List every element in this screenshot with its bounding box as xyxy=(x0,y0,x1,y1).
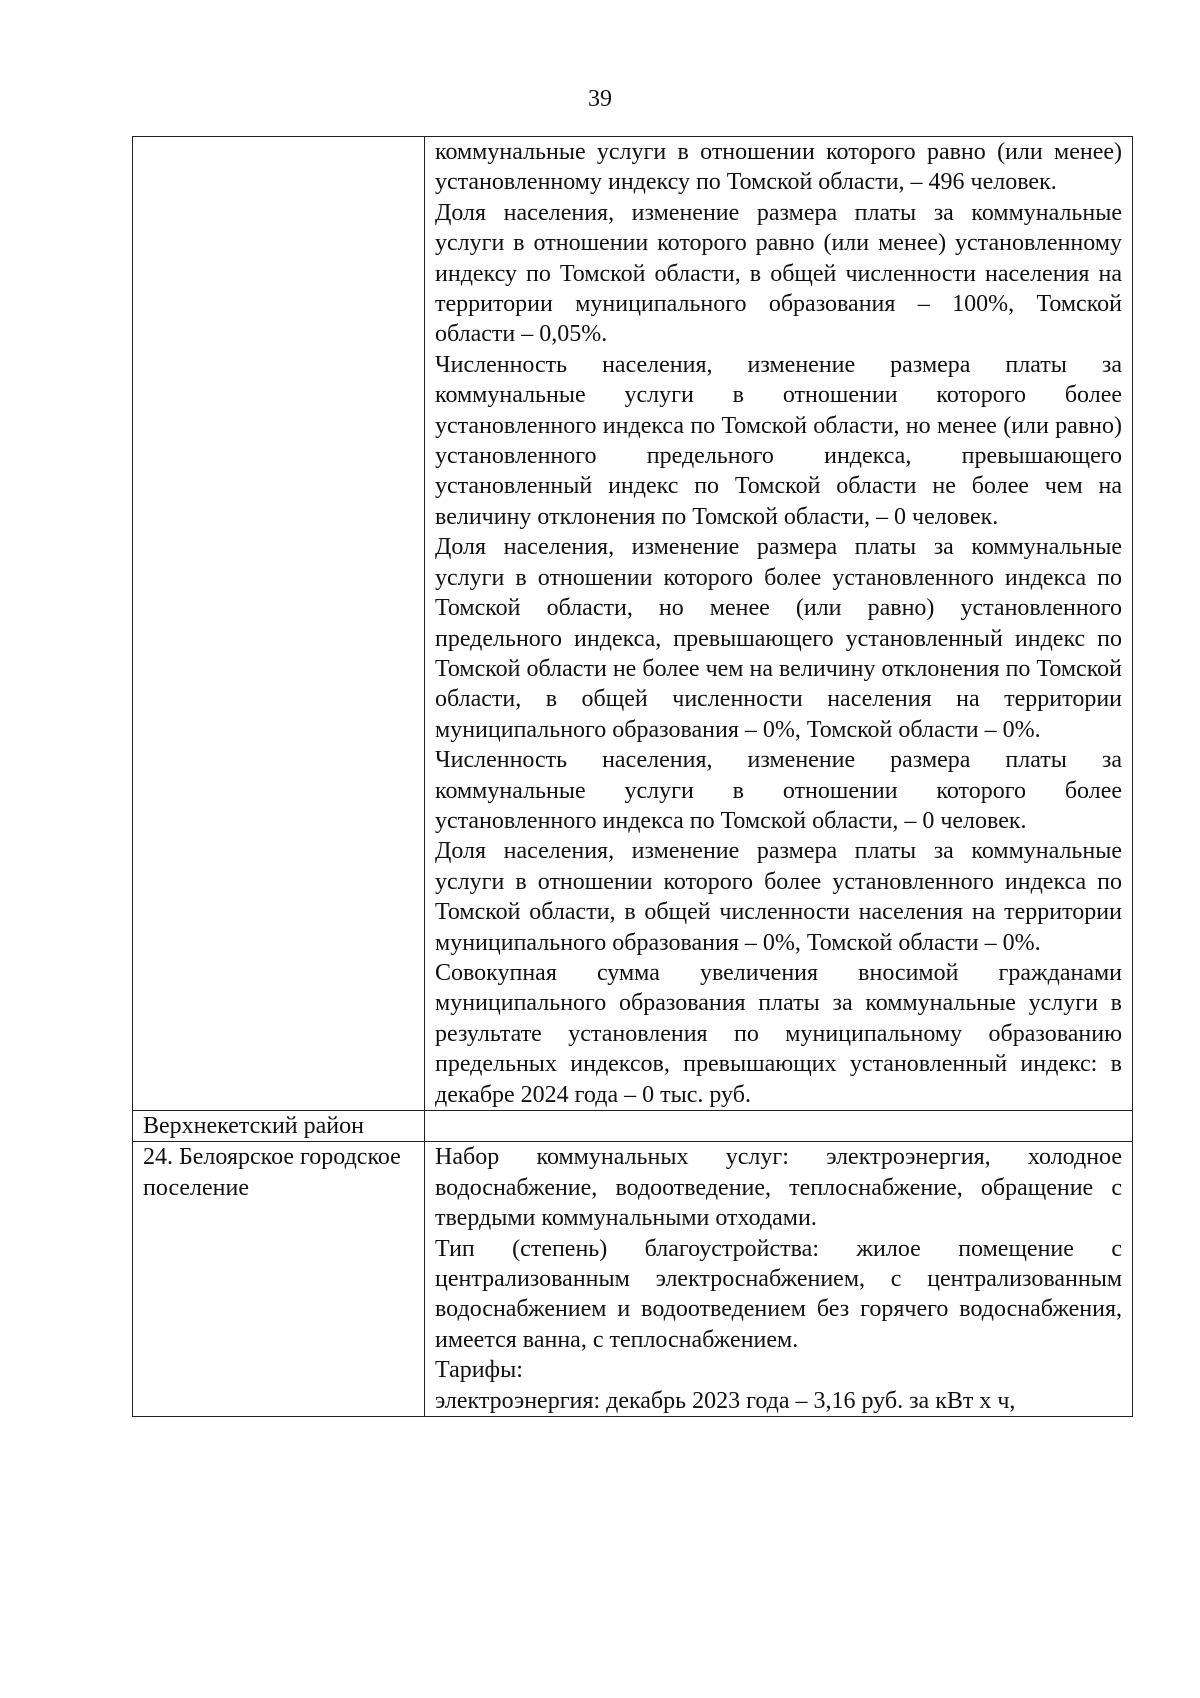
paragraph: электроэнергия: декабрь 2023 года – 3,16 руб. за кВт х ч, xyxy=(435,1387,1016,1414)
paragraph: Тарифы: xyxy=(435,1357,523,1384)
paragraph: Тип (степень) благоустройства: жилое помещение с централизованным электроснабжением, с централизованным водоснабжением и водоотведением без горячего водоснабжения, имеется ванна, с теплоснабжением. xyxy=(435,1235,1122,1353)
description-cell xyxy=(425,137,1133,1111)
paragraph: Доля населения, изменение размера платы за коммунальные услуги в отношении которого равно (или менее) установленному индексу по Томской области, в общей численности населения на территории муниципального образования – 100%, Томской области – 0,05%. xyxy=(435,199,1122,348)
table-row xyxy=(133,1111,1133,1142)
page-number: 39 xyxy=(588,86,612,112)
district-cell: Верхнекетский район xyxy=(133,1111,425,1142)
paragraph: Совокупная сумма увеличения вносимой гражданами муниципального образования платы за коммунальные услуги в результате установления по муниципальному образованию предельных индексов, превышающих установленный индекс: в декабре 2024 года – 0 тыс. руб. xyxy=(435,959,1122,1108)
table-row xyxy=(133,1142,1133,1417)
municipality-cell xyxy=(133,137,425,1111)
municipality-cell: 24. Белоярское городское поселение xyxy=(133,1142,425,1417)
description-cell xyxy=(425,1111,1133,1142)
description-cell xyxy=(425,1142,1133,1417)
paragraph: Доля населения, изменение размера платы за коммунальные услуги в отношении которого более установленного индекса по Томской области, но менее (или равно) установленного предельного индекса, превышающего установленный индекс по Томской области не более чем на величину отклонения по Томской области, в общей численности населения на территории муниципального образования – 0%, Томской области – 0%. xyxy=(435,534,1122,743)
paragraph: Численность населения, изменение размера платы за коммунальные услуги в отношении которого более установленного индекса по Томской области, – 0 человек. xyxy=(435,747,1122,834)
document-table xyxy=(132,136,1133,1417)
table-row xyxy=(133,137,1133,1111)
paragraph: Доля населения, изменение размера платы за коммунальные услуги в отношении которого более установленного индекса по Томской области, в общей численности населения на территории муниципального образования – 0%, Томской области – 0%. xyxy=(435,838,1122,956)
paragraph: коммунальные услуги в отношении которого равно (или менее) установленному индексу по Томской области, – 496 человек. xyxy=(435,139,1122,196)
paragraph: Численность населения, изменение размера платы за коммунальные услуги в отношении которого более установленного индекса по Томской области, но менее (или равно) установленного предельного индекса, превышающего установленный индекс по Томской области не более чем на величину отклонения по Томской области, – 0 человек. xyxy=(435,351,1122,530)
paragraph: Набор коммунальных услуг: электроэнергия, холодное водоснабжение, водоотведение, теплоснабжение, обращение с твердыми коммунальными отходами. xyxy=(435,1144,1122,1232)
